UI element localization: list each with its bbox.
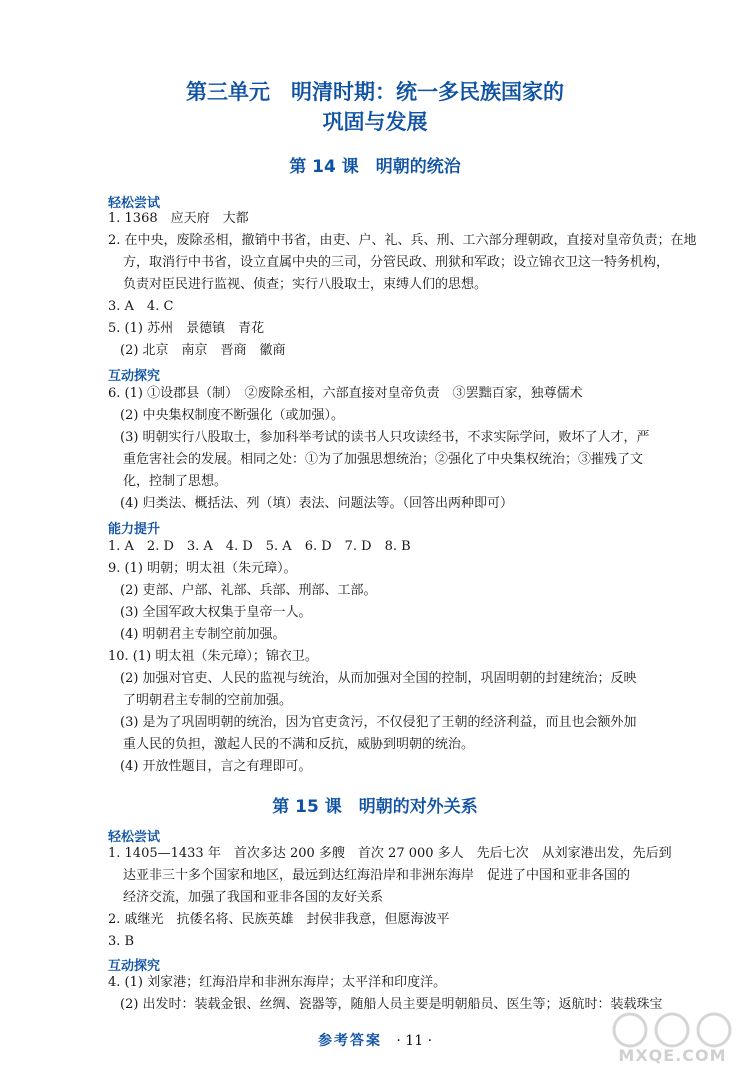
answer-line: 了明朝君主专制的空前加强。 <box>123 693 293 708</box>
section-heading: 能力提升 <box>108 522 161 537</box>
answer-line: (4) 开放性题目，言之有理即可。 <box>120 759 312 774</box>
footer-label: 参考答案 <box>317 1033 382 1049</box>
answer-line: 1. 1405—1433 年 首次多达 200 多艘 首次 27 000 多人 先后七次 从刘家港出发，先后到 <box>108 846 672 861</box>
unit-title-line2: 巩固与发展 <box>322 110 428 134</box>
answer-line: 经济交流，加强了我国和亚非各国的友好关系 <box>123 890 384 905</box>
answer-line: (3) 是为了巩固明朝的统治，因为官吏贪污，不仅侵犯了王朝的经济利益，而且也会额外加 <box>120 715 637 730</box>
answer-line: (4) 归类法、概括法、列（填）表法、问题法等。（回答出两种即可） <box>120 496 514 511</box>
answer-line: 6. (1) ①设郡县（制） ②废除丞相，六部直接对皇帝负责 ③罢黜百家，独尊儒术 <box>108 386 583 401</box>
answer-line: 2. 在中央，废除丞相，撤销中书省，由吏、户、礼、兵、刑、工六部分理朝政，直接对皇帝负责；在地 <box>108 233 697 248</box>
answer-line: (2) 中央集权制度不断强化（或加强）。 <box>120 408 345 423</box>
answer-line: 重人民的负担，激起人民的不满和反抗，威胁到明朝的统治。 <box>123 737 475 752</box>
answer-line: 1. A 2. D 3. A 4. D 5. A 6. D 7. D 8. B <box>108 539 411 554</box>
answer-line: 4. (1) 刘家港；红海沿岸和非洲东海岸；太平洋和印度洋。 <box>108 975 447 990</box>
answer-line: 负责对臣民进行监视、侦查；实行八股取士，束缚人们的思想。 <box>123 277 488 292</box>
answer-line: 10. (1) 明太祖（朱元璋）；锦衣卫。 <box>108 649 318 664</box>
answer-line: 方，取消行中书省，设立直属中央的三司，分管民政、刑狱和军政；设立锦衣卫这一特务机构， <box>123 255 670 270</box>
section-heading: 轻松尝试 <box>108 196 161 211</box>
unit-title-line1: 第三单元 明清时期：统一多民族国家的 <box>186 80 564 104</box>
answer-line: 5. (1) 苏州 景德镇 青花 <box>108 321 265 336</box>
section-heading: 轻松尝试 <box>108 830 161 845</box>
answer-line: (2) 北京 南京 晋商 徽商 <box>120 343 286 358</box>
answer-line: 3. A 4. C <box>108 299 174 314</box>
answer-line: 化，控制了思想。 <box>123 474 228 489</box>
watermark-text: MXQE.COM <box>618 1046 727 1065</box>
answer-line: (2) 吏部、户部、礼部、兵部、刑部、工部。 <box>120 583 377 598</box>
watermark <box>600 1008 745 1068</box>
answer-line: (2) 加强对官吏、人民的监视与统治，从而加强对全国的控制，巩固明朝的封建统治；反映 <box>120 671 637 686</box>
answer-line: (4) 明朝君主专制空前加强。 <box>120 627 286 642</box>
answer-line: (3) 全国军政大权集于皇帝一人。 <box>120 605 312 620</box>
answer-line: 达亚非三十多个国家和地区，最远到达红海沿岸和非洲东海岸 促进了中国和亚非各国的 <box>123 868 631 883</box>
lesson-14-title: 第 14 课 明朝的统治 <box>289 157 461 177</box>
page-number: · 11 · <box>396 1033 433 1049</box>
answer-line: (3) 明朝实行八股取士，参加科举考试的读书人只攻读经书，不求实际学问，败坏了人才，严 <box>120 430 650 445</box>
section-heading: 互动探究 <box>108 369 161 384</box>
answer-line: 9. (1) 明朝；明太祖（朱元璋）。 <box>108 561 297 576</box>
answer-line: 重危害社会的发展。相同之处：①为了加强思想统治；②强化了中央集权统治；③摧残了文 <box>123 452 644 467</box>
answer-line: 1. 1368 应天府 大都 <box>108 211 249 226</box>
lesson-15-title: 第 15 课 明朝的对外关系 <box>272 797 478 817</box>
answer-line: 3. B <box>108 934 135 949</box>
watermark-logo-icon <box>600 1008 745 1048</box>
answer-line: 2. 戚继光 抗倭名将、民族英雄 封侯非我意，但愿海波平 <box>108 912 450 927</box>
section-heading: 互动探究 <box>108 959 161 974</box>
answer-line: (2) 出发时：装载金银、丝绸、瓷器等，随船人员主要是明朝船员、医生等；返航时：装载珠宝 <box>120 997 663 1012</box>
